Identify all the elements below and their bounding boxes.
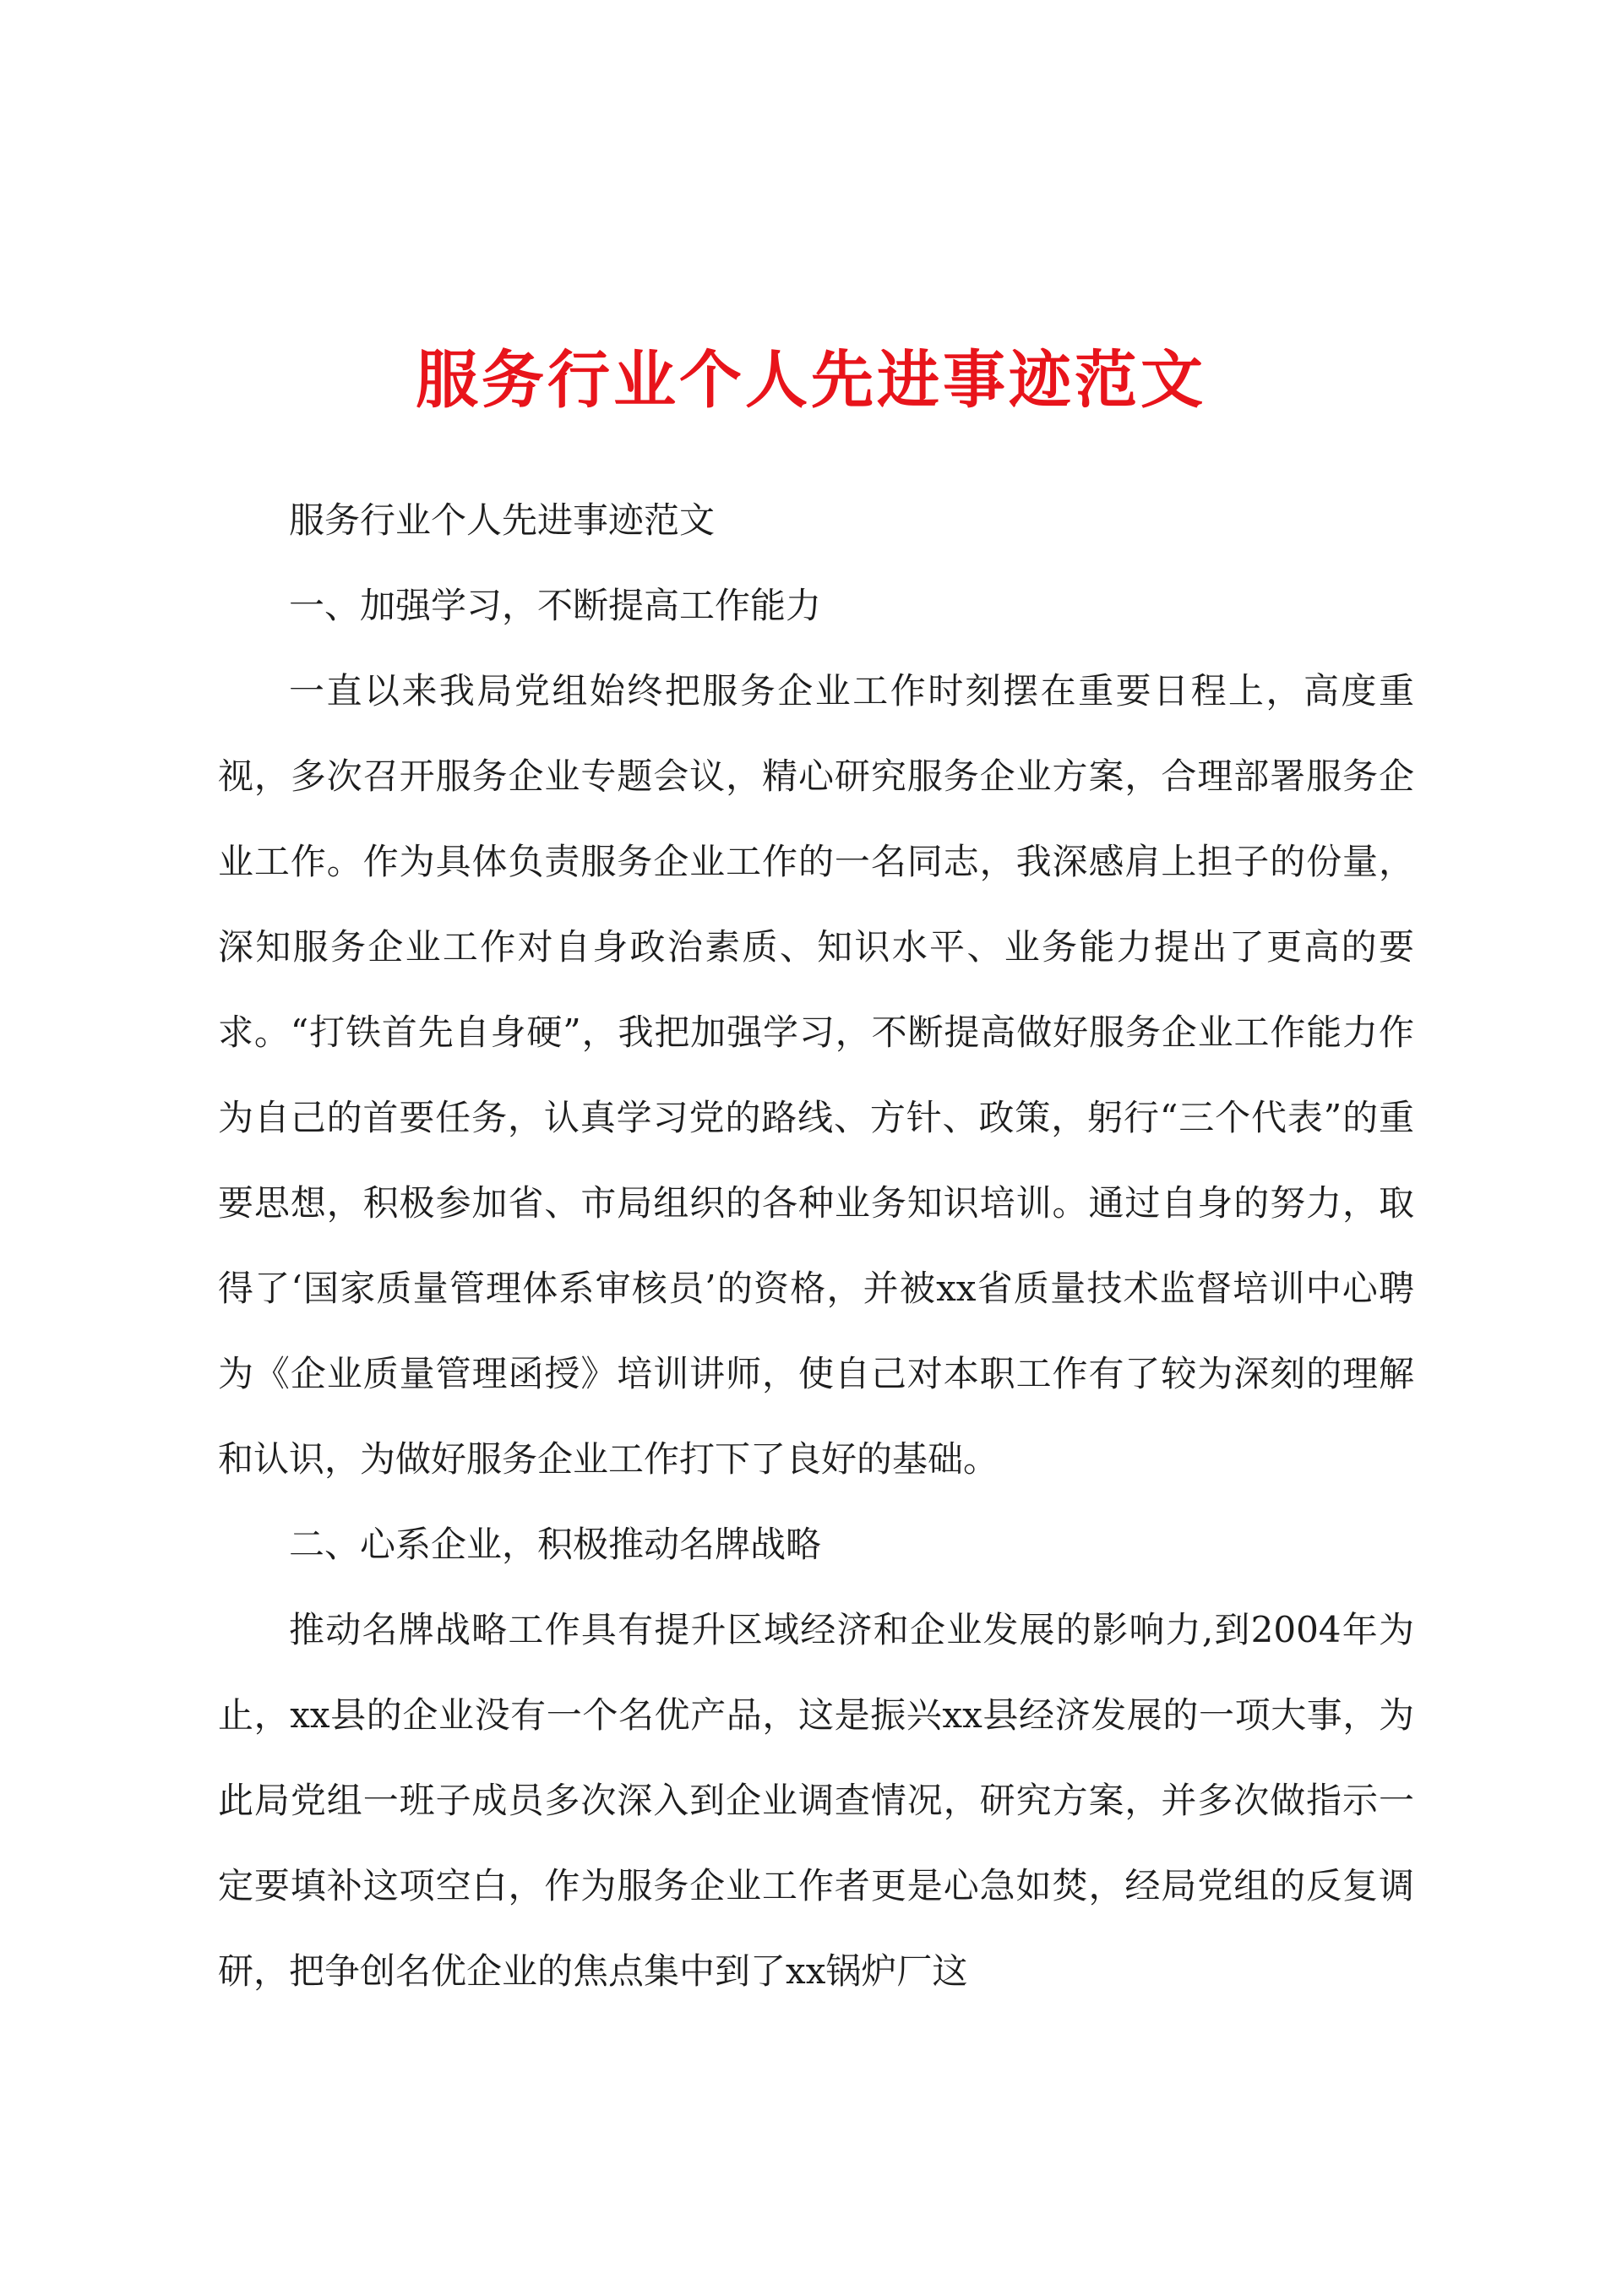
section-heading-1: 一、加强学习，不断提高工作能力 <box>289 585 822 626</box>
paragraph-subtitle: 服务行业个人先进事迹范文 <box>289 499 716 541</box>
paragraph-section-2: 推动名牌战略工作具有提升区域经济和企业发展的影响力,到2004年为止，xx县的企业没有一个名优产品，这是振兴xx县经济发展的一项大事，为此局党组一班子成员多次深入到企业调查情况，研究方案，并多次做指示一定要填补这项空白，作为服务企业工作者更是心急如焚，经局党组的反复调研，把争创名优企业的焦点集中到了xx锅炉厂这 <box>218 1609 1414 1992</box>
document-body <box>218 477 1414 2014</box>
document-title: 服务行业个人先进事迹范文 <box>416 344 1206 417</box>
section-heading-2: 二、心系企业，积极推动名牌战略 <box>289 1524 822 1565</box>
paragraph-section-1: 一直以来我局党组始终把服务企业工作时刻摆在重要日程上，高度重视，多次召开服务企业专题会议，精心研究服务企业方案，合理部署服务企业工作。作为具体负责服务企业工作的一名同志，我深感肩上担子的份量，深知服务企业工作对自身政治素质、知识水平、业务能力提出了更高的要求。“打铁首先自身硬”，我把加强学习，不断提高做好服务企业工作能力作为自己的首要任务，认真学习党的路线、方针、政策，躬行“三个代表”的重要思想，积极参加省、市局组织的各种业务知识培训。通过自身的努力，取得了‘国家质量管理体系审核员’的资格，并被xx省质量技术监督培训中心聘为《企业质量管理函授》培训讲师，使自己对本职工作有了较为深刻的理解和认识，为做好服务企业工作打下了良好的基础。 <box>218 670 1414 1480</box>
